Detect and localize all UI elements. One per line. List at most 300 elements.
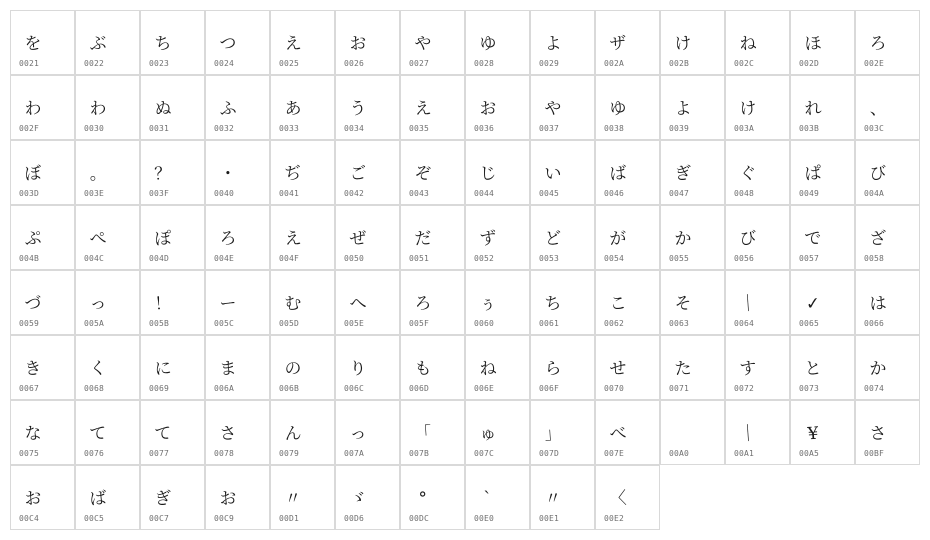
code-point-label: 0048 <box>734 189 755 198</box>
glyph-cell <box>790 400 855 465</box>
glyph-sample: く <box>88 358 108 380</box>
code-point-label: 0037 <box>539 124 560 133</box>
glyph-cell <box>725 75 790 140</box>
code-point-label: 005D <box>279 319 300 328</box>
glyph-sample: び <box>868 163 888 185</box>
glyph-sample: ぶ <box>88 33 108 55</box>
glyph-cell <box>725 205 790 270</box>
glyph-sample: ザ <box>608 33 628 55</box>
glyph-cell <box>205 465 270 530</box>
glyph-cell <box>400 400 465 465</box>
glyph-cell <box>140 205 205 270</box>
glyph-cell <box>530 10 595 75</box>
code-point-label: 005B <box>149 319 170 328</box>
code-point-label: 0035 <box>409 124 430 133</box>
glyph-grid <box>10 10 920 530</box>
glyph-cell <box>335 335 400 400</box>
code-point-label: 0051 <box>409 254 430 263</box>
glyph-cell <box>725 270 790 335</box>
glyph-cell <box>855 400 920 465</box>
glyph-sample: 〃 <box>283 488 303 510</box>
glyph-sample: ん <box>283 423 303 445</box>
glyph-cell <box>10 400 75 465</box>
glyph-cell <box>465 205 530 270</box>
glyph-cell <box>270 465 335 530</box>
glyph-cell <box>595 270 660 335</box>
glyph-cell <box>10 140 75 205</box>
glyph-sample: て <box>153 423 173 445</box>
code-point-label: 00A1 <box>734 449 755 458</box>
glyph-sample: ら <box>543 358 563 380</box>
glyph-cell <box>10 75 75 140</box>
glyph-sample: れ <box>803 98 823 120</box>
glyph-cell <box>530 75 595 140</box>
glyph-cell <box>75 10 140 75</box>
glyph-sample: 、 <box>868 98 888 120</box>
glyph-cell <box>400 270 465 335</box>
glyph-cell <box>270 10 335 75</box>
code-point-label: 004B <box>19 254 40 263</box>
glyph-cell <box>530 140 595 205</box>
code-point-label: 00C9 <box>214 514 235 523</box>
glyph-cell <box>205 140 270 205</box>
glyph-cell <box>530 205 595 270</box>
glyph-cell <box>400 465 465 530</box>
code-point-label: 0063 <box>669 319 690 328</box>
glyph-sample: は <box>868 293 888 315</box>
code-point-label: 00DC <box>409 514 430 523</box>
glyph-sample: ず <box>478 228 498 250</box>
glyph-sample: ち <box>153 33 173 55</box>
glyph-sample: ° <box>418 488 428 510</box>
glyph-sample: 」 <box>543 423 563 445</box>
glyph-sample: だ <box>413 228 433 250</box>
code-point-label: 00D6 <box>344 514 365 523</box>
glyph-cell <box>10 270 75 335</box>
glyph-sample: す <box>738 358 758 380</box>
code-point-label: 006E <box>474 384 495 393</box>
code-point-label: 0032 <box>214 124 235 133</box>
code-point-label: 0075 <box>19 449 40 458</box>
glyph-cell <box>270 140 335 205</box>
glyph-sample: ま <box>218 358 238 380</box>
glyph-cell <box>335 140 400 205</box>
code-point-label: 006B <box>279 384 300 393</box>
glyph-cell <box>75 205 140 270</box>
glyph-cell <box>530 465 595 530</box>
glyph-cell <box>205 400 270 465</box>
code-point-label: 00E1 <box>539 514 560 523</box>
glyph-sample: ぱ <box>803 163 823 185</box>
glyph-sample: な <box>23 423 43 445</box>
code-point-label: 007C <box>474 449 495 458</box>
code-point-label: 0031 <box>149 124 170 133</box>
code-point-label: 0043 <box>409 189 430 198</box>
glyph-cell <box>465 140 530 205</box>
glyph-sample: ˋ <box>483 488 493 510</box>
glyph-cell <box>140 270 205 335</box>
code-point-label: 007E <box>604 449 625 458</box>
glyph-sample: ろ <box>413 293 433 315</box>
code-point-label: 00BF <box>864 449 885 458</box>
glyph-cell <box>10 205 75 270</box>
code-point-label: 0054 <box>604 254 625 263</box>
glyph-sample: ご <box>348 163 368 185</box>
code-point-label: 0025 <box>279 59 300 68</box>
glyph-cell <box>75 465 140 530</box>
glyph-sample: を <box>23 33 43 55</box>
glyph-cell <box>10 10 75 75</box>
code-point-label: 004E <box>214 254 235 263</box>
code-point-label: 0036 <box>474 124 495 133</box>
glyph-cell <box>855 205 920 270</box>
glyph-cell <box>595 10 660 75</box>
glyph-sample: ほ <box>803 33 823 55</box>
glyph-sample: ぷ <box>23 228 43 250</box>
glyph-sample: ー <box>218 293 238 315</box>
glyph-cell <box>790 335 855 400</box>
glyph-sample: ば <box>88 488 108 510</box>
code-point-label: 003D <box>19 189 40 198</box>
code-point-label: 007B <box>409 449 430 458</box>
glyph-cell <box>790 270 855 335</box>
glyph-cell <box>855 10 920 75</box>
code-point-label: 00D1 <box>279 514 300 523</box>
glyph-sample: ち <box>543 293 563 315</box>
code-point-label: 0044 <box>474 189 495 198</box>
code-point-label: 0058 <box>864 254 885 263</box>
code-point-label: 0026 <box>344 59 365 68</box>
code-point-label: 0029 <box>539 59 560 68</box>
code-point-label: 002C <box>734 59 755 68</box>
glyph-sample: て <box>88 423 108 445</box>
glyph-sample: ね <box>738 33 758 55</box>
code-point-label: 0055 <box>669 254 690 263</box>
glyph-sample: 〃 <box>543 488 563 510</box>
glyph-cell <box>660 270 725 335</box>
code-point-label: 0045 <box>539 189 560 198</box>
glyph-sample: ざ <box>868 228 888 250</box>
glyph-cell <box>205 75 270 140</box>
code-point-label: 00C5 <box>84 514 105 523</box>
glyph-sample: ぜ <box>348 228 368 250</box>
code-point-label: 002D <box>799 59 820 68</box>
glyph-cell <box>140 335 205 400</box>
code-point-label: 002E <box>864 59 885 68</box>
code-point-label: 0046 <box>604 189 625 198</box>
glyph-sample: ぽ <box>153 228 173 250</box>
code-point-label: 006F <box>539 384 560 393</box>
glyph-cell <box>75 400 140 465</box>
code-point-label: 0028 <box>474 59 495 68</box>
code-point-label: 0024 <box>214 59 235 68</box>
code-point-label: 003F <box>149 189 170 198</box>
glyph-cell <box>140 465 205 530</box>
glyph-sample: あ <box>283 98 303 120</box>
glyph-cell <box>725 10 790 75</box>
glyph-sample: ぺ <box>88 228 108 250</box>
glyph-sample: 「 <box>413 423 433 445</box>
code-point-label: 0072 <box>734 384 755 393</box>
glyph-sample: か <box>868 358 888 380</box>
code-point-label: 0068 <box>84 384 105 393</box>
glyph-cell <box>465 10 530 75</box>
code-point-label: 0061 <box>539 319 560 328</box>
glyph-sample: っ <box>88 293 108 315</box>
glyph-sample: ゞ <box>348 488 368 510</box>
glyph-cell <box>855 140 920 205</box>
glyph-cell <box>400 140 465 205</box>
code-point-label: 007D <box>539 449 560 458</box>
glyph-cell <box>595 335 660 400</box>
glyph-sample: や <box>413 33 433 55</box>
glyph-cell <box>855 270 920 335</box>
glyph-sample: お <box>478 98 498 120</box>
glyph-sample: さ <box>868 423 888 445</box>
glyph-sample <box>660 419 706 448</box>
code-point-label: 0040 <box>214 189 235 198</box>
glyph-sample: べ <box>608 423 628 445</box>
code-point-label: 002B <box>669 59 690 68</box>
code-point-label: 0042 <box>344 189 365 198</box>
code-point-label: 0060 <box>474 319 495 328</box>
code-point-label: 005A <box>84 319 105 328</box>
glyph-sample: か <box>673 228 693 250</box>
glyph-sample: ば <box>608 163 628 185</box>
glyph-sample: ぼ <box>23 163 43 185</box>
glyph-sample: に <box>153 358 173 380</box>
glyph-sample: う <box>348 98 368 120</box>
glyph-sample: ろ <box>218 228 238 250</box>
glyph-sample: や <box>543 98 563 120</box>
glyph-sample: で <box>803 228 823 250</box>
code-point-label: 004F <box>279 254 300 263</box>
glyph-cell <box>530 270 595 335</box>
glyph-cell <box>75 140 140 205</box>
glyph-sample: け <box>738 98 758 120</box>
code-point-label: 0052 <box>474 254 495 263</box>
code-point-label: 00E2 <box>604 514 625 523</box>
glyph-cell <box>400 75 465 140</box>
glyph-sample: 。 <box>88 163 108 185</box>
glyph-cell <box>140 140 205 205</box>
glyph-sample: え <box>283 228 303 250</box>
code-point-label: 0056 <box>734 254 755 263</box>
glyph-sample: お <box>23 488 43 510</box>
code-point-label: 003C <box>864 124 885 133</box>
glyph-cell <box>855 75 920 140</box>
code-point-label: 0071 <box>669 384 690 393</box>
code-point-label: 003E <box>84 189 105 198</box>
code-point-label: 00E0 <box>474 514 495 523</box>
glyph-sample: ぐ <box>738 163 758 185</box>
code-point-label: 002A <box>604 59 625 68</box>
glyph-cell <box>595 465 660 530</box>
glyph-cell <box>140 10 205 75</box>
glyph-cell <box>725 140 790 205</box>
glyph-cell <box>660 10 725 75</box>
glyph-cell <box>725 400 790 465</box>
glyph-sample: じ <box>478 163 498 185</box>
glyph-sample: む <box>283 293 303 315</box>
glyph-sample: ¥ <box>806 423 820 445</box>
glyph-sample: ぬ <box>153 98 173 120</box>
code-point-label: 005C <box>214 319 235 328</box>
glyph-cell <box>660 205 725 270</box>
glyph-sample: そ <box>673 293 693 315</box>
glyph-sample: ｜ <box>738 293 758 315</box>
code-point-label: 0050 <box>344 254 365 263</box>
code-point-label: 0030 <box>84 124 105 133</box>
code-point-label: 005F <box>409 319 430 328</box>
glyph-sample: わ <box>23 98 43 120</box>
glyph-sample: 〈 <box>608 488 628 510</box>
code-point-label: 0059 <box>19 319 40 328</box>
glyph-cell <box>205 10 270 75</box>
glyph-cell <box>75 335 140 400</box>
code-point-label: 005E <box>344 319 365 328</box>
glyph-cell <box>530 335 595 400</box>
glyph-cell <box>465 75 530 140</box>
glyph-sample: い <box>543 163 563 185</box>
code-point-label: 0073 <box>799 384 820 393</box>
code-point-label: 0027 <box>409 59 430 68</box>
code-point-label: 003B <box>799 124 820 133</box>
glyph-sample: ぅ <box>478 293 498 315</box>
glyph-sample: ？ <box>153 163 173 185</box>
glyph-cell <box>270 205 335 270</box>
glyph-cell <box>140 75 205 140</box>
glyph-cell <box>595 140 660 205</box>
code-point-label: 00C7 <box>149 514 170 523</box>
glyph-cell <box>790 205 855 270</box>
glyph-cell <box>140 400 205 465</box>
code-point-label: 0065 <box>799 319 820 328</box>
code-point-label: 003A <box>734 124 755 133</box>
code-point-label: 0023 <box>149 59 170 68</box>
glyph-sample: っ <box>348 423 368 445</box>
glyph-cell <box>335 465 400 530</box>
code-point-label: 0039 <box>669 124 690 133</box>
glyph-sample: ぞ <box>413 163 433 185</box>
glyph-sample: の <box>283 358 303 380</box>
code-point-label: 0074 <box>864 384 885 393</box>
glyph-sample: へ <box>348 293 368 315</box>
glyph-sample: え <box>413 98 433 120</box>
code-point-label: 00C4 <box>19 514 40 523</box>
glyph-cell <box>10 335 75 400</box>
code-point-label: 0070 <box>604 384 625 393</box>
glyph-cell <box>270 400 335 465</box>
code-point-label: 0021 <box>19 59 40 68</box>
glyph-cell <box>660 140 725 205</box>
glyph-cell <box>335 205 400 270</box>
glyph-cell <box>205 335 270 400</box>
glyph-cell <box>205 270 270 335</box>
glyph-cell <box>400 205 465 270</box>
code-point-label: 0022 <box>84 59 105 68</box>
code-point-label: 006C <box>344 384 365 393</box>
glyph-cell <box>75 75 140 140</box>
code-point-label: 0038 <box>604 124 625 133</box>
glyph-sample: ゆ <box>478 33 498 55</box>
code-point-label: 004C <box>84 254 105 263</box>
glyph-sample: り <box>348 358 368 380</box>
code-point-label: 004D <box>149 254 170 263</box>
glyph-cell <box>400 10 465 75</box>
glyph-sample: お <box>348 33 368 55</box>
code-point-label: 007A <box>344 449 365 458</box>
code-point-label: 0069 <box>149 384 170 393</box>
code-point-label: 0049 <box>799 189 820 198</box>
glyph-cell <box>335 400 400 465</box>
glyph-sample: ！ <box>153 293 173 315</box>
code-point-label: 0062 <box>604 319 625 328</box>
code-point-label: 0066 <box>864 319 885 328</box>
glyph-cell <box>75 270 140 335</box>
code-point-label: 002F <box>19 124 40 133</box>
glyph-sample: ✓ <box>805 293 821 315</box>
glyph-sample: た <box>673 358 693 380</box>
glyph-cell <box>660 335 725 400</box>
glyph-cell <box>335 270 400 335</box>
glyph-sample: こ <box>608 293 628 315</box>
glyph-cell <box>335 10 400 75</box>
glyph-sample: ぎ <box>673 163 693 185</box>
glyph-cell <box>465 400 530 465</box>
glyph-cell <box>530 400 595 465</box>
glyph-sample: せ <box>608 358 628 380</box>
glyph-sample: と <box>803 358 823 380</box>
glyph-cell <box>725 335 790 400</box>
code-point-label: 0067 <box>19 384 40 393</box>
glyph-cell <box>595 75 660 140</box>
glyph-sample: ・ <box>218 163 238 185</box>
glyph-cell <box>400 335 465 400</box>
glyph-cell <box>465 335 530 400</box>
code-point-label: 0047 <box>669 189 690 198</box>
glyph-sample: ぢ <box>283 163 303 185</box>
glyph-sample: け <box>673 33 693 55</box>
code-point-label: 0079 <box>279 449 300 458</box>
glyph-cell <box>270 270 335 335</box>
code-point-label: 0076 <box>84 449 105 458</box>
glyph-cell <box>595 205 660 270</box>
code-point-label: 0077 <box>149 449 170 458</box>
glyph-cell <box>10 465 75 530</box>
glyph-sample: ど <box>543 228 563 250</box>
code-point-label: 0034 <box>344 124 365 133</box>
glyph-cell <box>790 75 855 140</box>
code-point-label: 0053 <box>539 254 560 263</box>
glyph-cell <box>335 75 400 140</box>
code-point-label: 006D <box>409 384 430 393</box>
code-point-label: 0041 <box>279 189 300 198</box>
glyph-sample: ろ <box>868 33 888 55</box>
glyph-sample: つ <box>218 33 238 55</box>
code-point-label: 0033 <box>279 124 300 133</box>
glyph-sample: よ <box>673 98 693 120</box>
code-point-label: 0057 <box>799 254 820 263</box>
glyph-cell <box>465 270 530 335</box>
glyph-cell <box>790 10 855 75</box>
glyph-sample: わ <box>88 98 108 120</box>
code-point-label: 006A <box>214 384 235 393</box>
code-point-label: 0078 <box>214 449 235 458</box>
glyph-sample: び <box>738 228 758 250</box>
glyph-sample: さ <box>218 423 238 445</box>
glyph-cell <box>270 335 335 400</box>
